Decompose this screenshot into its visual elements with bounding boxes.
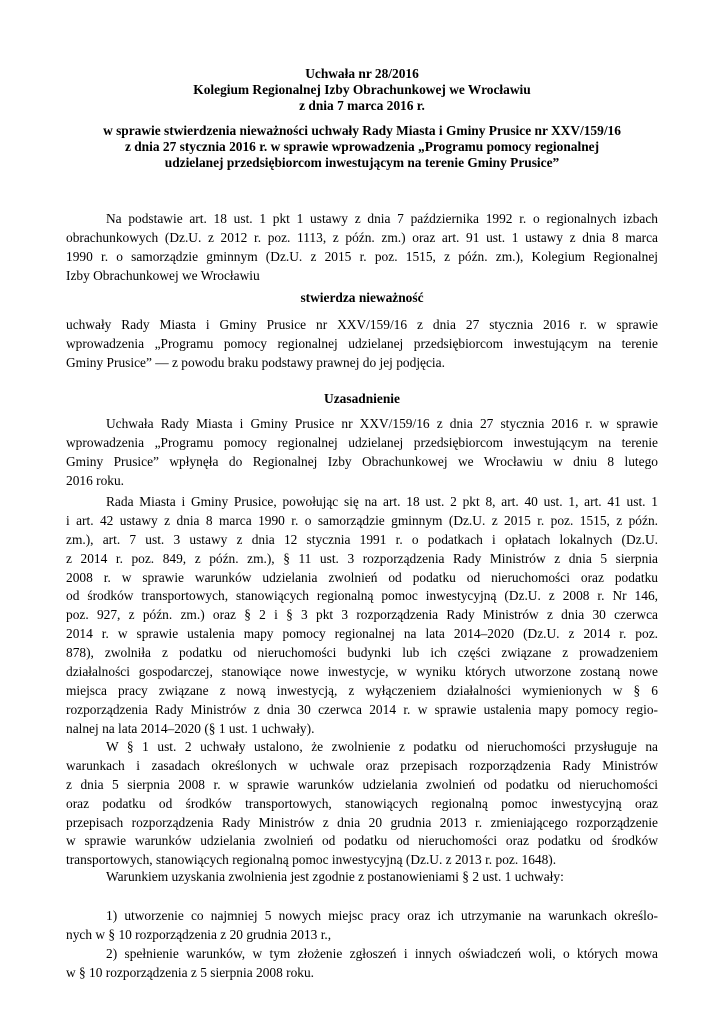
text-line: działalności gospodarczej, stanowiące nowe inwestycje, w wyniku których utworzone zostaną nowe xyxy=(66,664,658,680)
subject-line: udzielanej przedsiębiorcom inwestującym na terenie Gminy Prusice” xyxy=(164,154,560,170)
subject-line: z dnia 27 stycznia 2016 r. w sprawie wprowadzenia „Programu pomocy regionalnej xyxy=(124,138,600,154)
text-line: Gminy Prusice” wpłynęła do Regionalnej Izby Obrachunkowej we Wrocławiu w dniu 8 lutego xyxy=(66,453,658,469)
legal-basis-paragraph xyxy=(66,210,658,286)
text-line: 2) spełnienie warunków, w tym złożenie zgłoszeń i innych oświadczeń woli, o których mowa xyxy=(106,946,658,961)
text-line: w § 10 rozporządzenia z 5 sierpnia 2008 roku. xyxy=(66,964,315,980)
condition-item-2 xyxy=(66,945,658,983)
text-line: oraz podatku od środków transportowych, stanowiących regionalną pomoc inwestycyjną oraz xyxy=(66,795,658,811)
text-line: 2016 roku. xyxy=(66,472,125,488)
text-line: miejsca pracy związane z nową inwestycją, z wyłączeniem działalności wymienionych w § 6 xyxy=(66,682,658,698)
text-line: warunkach i zasadach określonych w uchwale oraz przepisach rozporządzenia Rady Ministrów xyxy=(66,757,658,773)
condition-item-1 xyxy=(66,907,658,945)
text-line: W § 1 ust. 2 uchwały ustalono, że zwolnienie z podatku od nieruchomości przysługuje na xyxy=(106,739,658,754)
text-line: Uchwała Rady Miasta i Gminy Prusice nr XXV/159/16 z dnia 27 stycznia 2016 r. w sprawie xyxy=(106,416,658,431)
text-line: od środków transportowych, stanowiących regionalną pomoc inwestycyjną (Dz.U. z 2008 r. Nr 146, xyxy=(66,588,658,604)
justification-heading: Uzasadnienie xyxy=(324,391,400,406)
text-line: wprowadzenia „Programu pomocy regionalnej udzielanej przedsiębiorcom inwestującym na terenie xyxy=(66,434,658,450)
text-line: 2014 r. w sprawie ustalenia mapy pomocy regionalnej na lata 2014–2020 (Dz.U. z 2014 r. poz. xyxy=(66,626,658,642)
text-line: 1) utworzenie co najmniej 5 nowych miejsc pracy oraz ich utrzymanie na warunkach określo- xyxy=(106,908,658,923)
text-line: 1990 r. o samorządzie gminnym (Dz.U. z 2015 r. poz. 1515, z późn. zm.), Kolegium Regionalnej xyxy=(66,248,658,264)
text-line: nalnej na lata 2014–2020 (§ 1 ust. 1 uchwały). xyxy=(66,720,315,736)
text-line: Izby Obrachunkowej we Wrocławiu xyxy=(66,267,260,283)
text-line: w sprawie warunków udzielania zwolnień od podatku od nieruchomości oraz podatku od środków xyxy=(66,833,658,849)
subject-line: w sprawie stwierdzenia nieważności uchwały Rady Miasta i Gminy Prusice nr XXV/159/16 xyxy=(103,123,621,138)
text-line: Rada Miasta i Gminy Prusice, powołując się na art. 18 ust. 2 pkt 8, art. 40 ust. 1, art. 41 ust. 1 xyxy=(106,494,658,509)
justification-paragraph-1 xyxy=(66,415,658,491)
text-line: obrachunkowych (Dz.U. z 2012 r. poz. 1113, z późn. zm.) oraz art. 91 ust. 1 ustawy z dnia 8 marca xyxy=(66,229,658,245)
decision-paragraph xyxy=(66,316,658,373)
text-line: przepisach rozporządzenia Rady Ministrów z dnia 20 grudnia 2013 r. zmieniającego rozporządzenie xyxy=(66,814,658,830)
text-line: z 2014 r. poz. 849, z późn. zm.), § 11 ust. 3 rozporządzenia Rady Ministrów z dnia 5 sierpnia xyxy=(66,550,658,566)
issuing-body: Kolegium Regionalnej Izby Obrachunkowej we Wrocławiu xyxy=(193,81,531,97)
justification-paragraph-3 xyxy=(66,738,658,870)
text-line: Na podstawie art. 18 ust. 1 pkt 1 ustawy z dnia 7 października 1992 r. o regionalnych izbach xyxy=(106,211,658,226)
text-line: uchwały Rady Miasta i Gminy Prusice nr XXV/159/16 z dnia 27 stycznia 2016 r. w sprawie xyxy=(66,317,658,332)
text-line: 878), zwolniła z podatku od nieruchomości budynki lub ich części związane z prowadzeniem xyxy=(66,645,658,661)
resolution-header xyxy=(66,66,658,113)
justification-paragraph-4 xyxy=(66,868,658,887)
text-line: Warunkiem uzyskania zwolnienia jest zgodnie z postanowieniami § 2 ust. 1 uchwały: xyxy=(106,869,564,884)
text-line: zm.), art. 7 ust. 3 ustawy z dnia 12 stycznia 1991 r. o podatkach i opłatach lokalnych (Dz.U. xyxy=(66,531,658,547)
text-line: Gminy Prusice” — z powodu braku podstawy prawnej do jej podjęcia. xyxy=(66,354,445,370)
resolution-number: Uchwała nr 28/2016 xyxy=(305,66,419,81)
text-line: i art. 42 ustawy z dnia 8 marca 1990 r. o samorządzie gminnym (Dz.U. z 2015 r. poz. 1515, z późn. xyxy=(66,512,658,528)
text-line: z dnia 5 sierpnia 2008 r. w sprawie warunków udzielania zwolnień od podatku od nieruchomości xyxy=(66,776,658,792)
text-line: wprowadzenia „Programu pomocy regionalnej udzielanej przedsiębiorcom inwestującym na terenie xyxy=(66,335,658,351)
resolution-date: z dnia 7 marca 2016 r. xyxy=(299,97,425,113)
text-line: transportowych, stanowiących regionalną pomoc inwestycyjną (Dz.U. z 2013 r. poz. 1648). xyxy=(66,852,557,868)
text-line: nych w § 10 rozporządzenia z 20 grudnia 2013 r., xyxy=(66,926,332,942)
text-line: rozporządzenia Rady Ministrów z dnia 30 czerwca 2014 r. w sprawie ustalenia mapy pomocy regio- xyxy=(66,701,658,717)
decision-heading: stwierdza nieważność xyxy=(300,290,424,305)
text-line: poz. 927, z późn. zm.) oraz § 2 i § 3 pkt 3 rozporządzenia Rady Ministrów z dnia 30 czerwca xyxy=(66,607,658,623)
justification-paragraph-2 xyxy=(66,493,658,739)
resolution-subject xyxy=(66,123,658,170)
text-line: 2008 r. w sprawie warunków udzielania zwolnień od podatku od nieruchomości oraz podatku xyxy=(66,569,658,585)
